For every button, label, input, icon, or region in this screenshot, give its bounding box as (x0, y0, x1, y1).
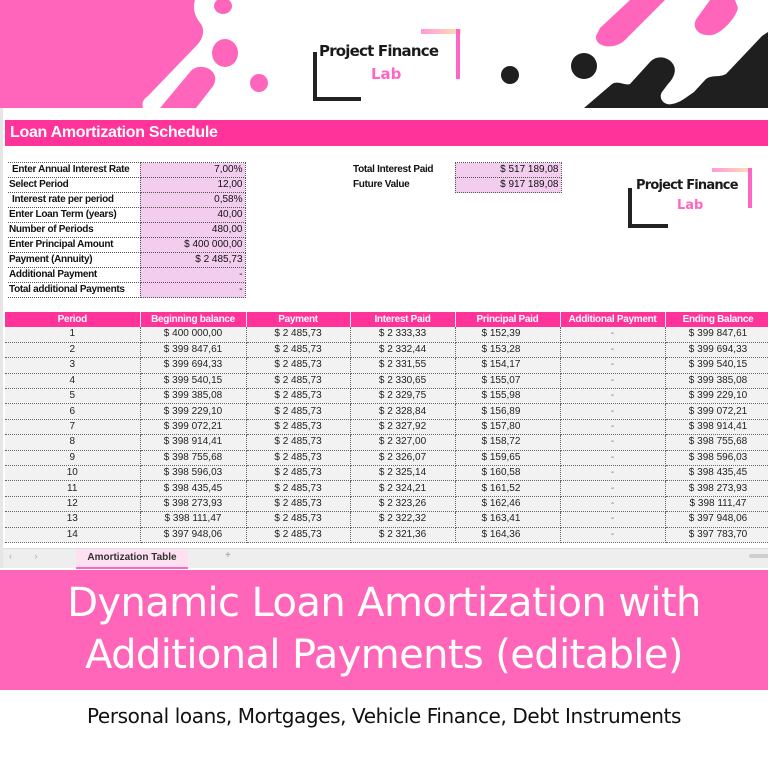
cell-ending-balance[interactable]: $ 398 435,45 (665, 466, 768, 481)
table-header-row (5, 312, 768, 327)
input-row-additional-payment (8, 268, 245, 283)
cell-ending-balance[interactable]: $ 397 783,70 (665, 527, 768, 542)
total-additional-value: - (140, 283, 245, 298)
input-row-total-additional (8, 283, 245, 298)
summary-table (353, 162, 562, 193)
table-row (5, 466, 768, 481)
cell-ending-balance[interactable]: $ 398 273,93 (665, 481, 768, 496)
cell-period[interactable]: 10 (5, 466, 140, 481)
sheet-tab-amortization-table[interactable]: Amortization Table (76, 549, 188, 569)
cell-period[interactable]: 5 (5, 389, 140, 404)
summary-label: Total Interest Paid (353, 164, 434, 175)
rate-per-period-value: 0,58% (140, 193, 245, 208)
column-header-interest-paid: Interest Paid (350, 312, 455, 327)
cell-payment[interactable]: $ 2 485,73 (246, 527, 350, 542)
principal-input[interactable]: $ 400 000,00 (140, 238, 245, 253)
cell-interest-paid[interactable]: $ 2 331,55 (350, 358, 455, 373)
cell-principal-paid[interactable]: $ 158,72 (455, 435, 560, 450)
cell-beginning-balance[interactable]: $ 398 596,03 (140, 466, 246, 481)
cell-additional-payment[interactable]: - (560, 342, 665, 357)
cell-additional-payment[interactable]: - (560, 496, 665, 511)
cell-principal-paid[interactable]: $ 155,98 (455, 389, 560, 404)
amortization-table-body (5, 327, 768, 542)
cell-additional-payment[interactable]: - (560, 466, 665, 481)
cell-additional-payment[interactable]: - (560, 435, 665, 450)
promo-headline-line2: Additional Payments (editable) (85, 632, 683, 678)
cell-payment[interactable]: $ 2 485,73 (246, 358, 350, 373)
cell-principal-paid[interactable]: $ 157,80 (455, 419, 560, 434)
table-row (5, 358, 768, 373)
cell-period[interactable]: 2 (5, 342, 140, 357)
logo-bracket-horizontal (313, 97, 361, 101)
period-select[interactable]: 12,00 (140, 178, 245, 193)
cell-payment[interactable]: $ 2 485,73 (246, 450, 350, 465)
payment-annuity-value: $ 2 485,73 (140, 253, 245, 268)
cell-beginning-balance[interactable]: $ 399 229,10 (140, 404, 246, 419)
cell-interest-paid[interactable]: $ 2 328,84 (350, 404, 455, 419)
cell-period[interactable]: 3 (5, 358, 140, 373)
cell-interest-paid[interactable]: $ 2 329,75 (350, 389, 455, 404)
cell-interest-paid[interactable]: $ 2 330,65 (350, 373, 455, 388)
table-row (5, 512, 768, 527)
input-row-rate-per-period (8, 193, 245, 208)
column-header-additional-payment: Additional Payment (560, 312, 665, 327)
cell-ending-balance[interactable]: $ 399 540,15 (665, 358, 768, 373)
input-label: Enter Annual Interest Rate (8, 163, 140, 178)
logo-bracket-vertical (628, 188, 632, 228)
cell-beginning-balance[interactable]: $ 399 072,21 (140, 419, 246, 434)
logo-text-primary: Project Finance (636, 178, 738, 193)
cell-period[interactable]: 11 (5, 481, 140, 496)
input-label: Interest rate per period (8, 193, 140, 208)
logo-accent-pink (456, 29, 460, 79)
logo-text-primary: Project Finance (319, 42, 439, 60)
cell-interest-paid[interactable]: $ 2 325,14 (350, 466, 455, 481)
cell-ending-balance[interactable]: $ 399 847,61 (665, 327, 768, 342)
sheet-title: Loan Amortization Schedule (5, 120, 768, 146)
cell-ending-balance[interactable]: $ 398 755,68 (665, 435, 768, 450)
table-row (5, 450, 768, 465)
cell-payment[interactable]: $ 2 485,73 (246, 466, 350, 481)
cell-period[interactable]: 8 (5, 435, 140, 450)
cell-period[interactable]: 13 (5, 512, 140, 527)
input-label: Enter Principal Amount (8, 238, 140, 253)
cell-principal-paid[interactable]: $ 161,52 (455, 481, 560, 496)
cell-payment[interactable]: $ 2 485,73 (246, 512, 350, 527)
column-header-ending-balance: Ending Balance (665, 312, 768, 327)
summary-row-future-value (353, 178, 561, 193)
column-header-principal-paid: Principal Paid (455, 312, 560, 327)
input-label: Total additional Payments (8, 283, 140, 298)
promo-headline-line1: Dynamic Loan Amortization with (67, 580, 701, 626)
cell-beginning-balance[interactable]: $ 398 435,45 (140, 481, 246, 496)
input-row-period (8, 178, 245, 193)
table-row (5, 496, 768, 511)
cell-additional-payment[interactable]: - (560, 327, 665, 342)
cell-additional-payment[interactable]: - (560, 450, 665, 465)
input-label: Number of Periods (8, 223, 140, 238)
table-row (5, 389, 768, 404)
cell-payment[interactable]: $ 2 485,73 (246, 373, 350, 388)
additional-payment-input[interactable]: - (140, 268, 245, 283)
sheet-tab-bar (3, 548, 768, 568)
cell-additional-payment[interactable]: - (560, 389, 665, 404)
cell-principal-paid[interactable]: $ 164,36 (455, 527, 560, 542)
cell-ending-balance[interactable]: $ 398 914,41 (665, 419, 768, 434)
num-periods-value: 480,00 (140, 223, 245, 238)
cell-period[interactable]: 1 (5, 327, 140, 342)
cell-principal-paid[interactable]: $ 163,41 (455, 512, 560, 527)
cell-interest-paid[interactable]: $ 2 327,92 (350, 419, 455, 434)
table-row (5, 419, 768, 434)
cell-principal-paid[interactable]: $ 153,28 (455, 342, 560, 357)
logo-accent-gradient (421, 29, 461, 34)
cell-beginning-balance[interactable]: $ 398 914,41 (140, 435, 246, 450)
sheet-nav-arrows[interactable]: ‹ › (9, 551, 48, 561)
cell-beginning-balance[interactable]: $ 398 111,47 (140, 512, 246, 527)
promo-banner (0, 570, 768, 690)
cell-beginning-balance[interactable]: $ 399 540,15 (140, 373, 246, 388)
logo-text-secondary: Lab (371, 65, 402, 83)
cell-payment[interactable]: $ 2 485,73 (246, 496, 350, 511)
cell-ending-balance[interactable]: $ 399 385,08 (665, 373, 768, 388)
cell-period[interactable]: 9 (5, 450, 140, 465)
annual-rate-input[interactable]: 7,00% (140, 163, 245, 178)
cell-interest-paid[interactable]: $ 2 326,07 (350, 450, 455, 465)
cell-beginning-balance[interactable]: $ 399 694,33 (140, 358, 246, 373)
promo-subtitle: Personal loans, Mortgages, Vehicle Finance, Debt Instruments (86, 704, 682, 728)
sheet-brand-logo (628, 166, 758, 230)
cell-interest-paid[interactable]: $ 2 327,00 (350, 435, 455, 450)
logo-bracket-vertical (313, 52, 317, 101)
logo-accent-pink (748, 168, 752, 208)
input-row-num-periods (8, 223, 245, 238)
cell-ending-balance[interactable]: $ 399 072,21 (665, 404, 768, 419)
loan-inputs-table (8, 162, 246, 298)
column-header-period: Period (5, 312, 140, 327)
horizontal-scrollbar[interactable] (749, 554, 768, 558)
input-row-principal (8, 238, 245, 253)
cell-principal-paid[interactable]: $ 155,07 (455, 373, 560, 388)
add-sheet-button[interactable]: + (225, 550, 231, 561)
cell-ending-balance[interactable]: $ 399 694,33 (665, 342, 768, 357)
table-row (5, 435, 768, 450)
cell-additional-payment[interactable]: - (560, 481, 665, 496)
input-row-payment (8, 253, 245, 268)
cell-ending-balance[interactable]: $ 398 111,47 (665, 496, 768, 511)
cell-payment[interactable]: $ 2 485,73 (246, 389, 350, 404)
cell-beginning-balance[interactable]: $ 400 000,00 (140, 327, 246, 342)
brand-logo (313, 28, 473, 104)
cell-additional-payment[interactable]: - (560, 512, 665, 527)
column-header-beginning-balance: Beginning balance (140, 312, 246, 327)
cell-principal-paid[interactable]: $ 152,39 (455, 327, 560, 342)
cell-beginning-balance[interactable]: $ 399 385,08 (140, 389, 246, 404)
cell-beginning-balance[interactable]: $ 398 273,93 (140, 496, 246, 511)
cell-payment[interactable]: $ 2 485,73 (246, 419, 350, 434)
cell-beginning-balance[interactable]: $ 399 847,61 (140, 342, 246, 357)
summary-row-total-interest (353, 163, 561, 178)
input-row-loan-term (8, 208, 245, 223)
cell-interest-paid[interactable]: $ 2 323,26 (350, 496, 455, 511)
cell-beginning-balance[interactable]: $ 397 948,06 (140, 527, 246, 542)
cell-principal-paid[interactable]: $ 156,89 (455, 404, 560, 419)
loan-term-input[interactable]: 40,00 (140, 208, 245, 223)
cell-additional-payment[interactable]: - (560, 527, 665, 542)
cell-payment[interactable]: $ 2 485,73 (246, 404, 350, 419)
cell-period[interactable]: 14 (5, 527, 140, 542)
input-label: Payment (Annuity) (8, 253, 140, 268)
total-interest-value: $ 517 189,08 (455, 163, 561, 178)
future-value-value: $ 917 189,08 (455, 178, 561, 193)
cell-beginning-balance[interactable]: $ 398 755,68 (140, 450, 246, 465)
table-row (5, 481, 768, 496)
cell-period[interactable]: 4 (5, 373, 140, 388)
summary-label: Future Value (353, 179, 410, 190)
table-row (5, 373, 768, 388)
cell-additional-payment[interactable]: - (560, 373, 665, 388)
table-row (5, 327, 768, 342)
input-label: Enter Loan Term (years) (8, 208, 140, 223)
cell-period[interactable]: 12 (5, 496, 140, 511)
cell-additional-payment[interactable]: - (560, 404, 665, 419)
cell-interest-paid[interactable]: $ 2 322,32 (350, 512, 455, 527)
top-banner (0, 0, 768, 108)
cell-ending-balance[interactable]: $ 397 948,06 (665, 512, 768, 527)
cell-interest-paid[interactable]: $ 2 333,33 (350, 327, 455, 342)
logo-accent-gradient (712, 168, 752, 172)
cell-interest-paid[interactable]: $ 2 332,44 (350, 342, 455, 357)
cell-interest-paid[interactable]: $ 2 324,21 (350, 481, 455, 496)
cell-period[interactable]: 6 (5, 404, 140, 419)
logo-bracket-horizontal (628, 224, 668, 228)
cell-principal-paid[interactable]: $ 160,58 (455, 466, 560, 481)
cell-principal-paid[interactable]: $ 159,65 (455, 450, 560, 465)
cell-payment[interactable]: $ 2 485,73 (246, 481, 350, 496)
table-row (5, 404, 768, 419)
input-row-annual-rate (8, 163, 245, 178)
cell-principal-paid[interactable]: $ 162,46 (455, 496, 560, 511)
input-label: Select Period (8, 178, 140, 193)
input-label: Additional Payment (8, 268, 140, 283)
cell-period[interactable]: 7 (5, 419, 140, 434)
spreadsheet-area (0, 108, 768, 568)
amortization-table (5, 312, 768, 543)
cell-additional-payment[interactable]: - (560, 419, 665, 434)
cell-payment[interactable]: $ 2 485,73 (246, 435, 350, 450)
cell-interest-paid[interactable]: $ 2 321,36 (350, 527, 455, 542)
cell-principal-paid[interactable]: $ 154,17 (455, 358, 560, 373)
column-header-payment: Payment (246, 312, 350, 327)
cell-ending-balance[interactable]: $ 398 596,03 (665, 450, 768, 465)
logo-text-secondary: Lab (677, 198, 704, 213)
table-row (5, 342, 768, 357)
cell-payment[interactable]: $ 2 485,73 (246, 342, 350, 357)
cell-additional-payment[interactable]: - (560, 358, 665, 373)
cell-payment[interactable]: $ 2 485,73 (246, 327, 350, 342)
cell-ending-balance[interactable]: $ 399 229,10 (665, 389, 768, 404)
table-row (5, 527, 768, 542)
